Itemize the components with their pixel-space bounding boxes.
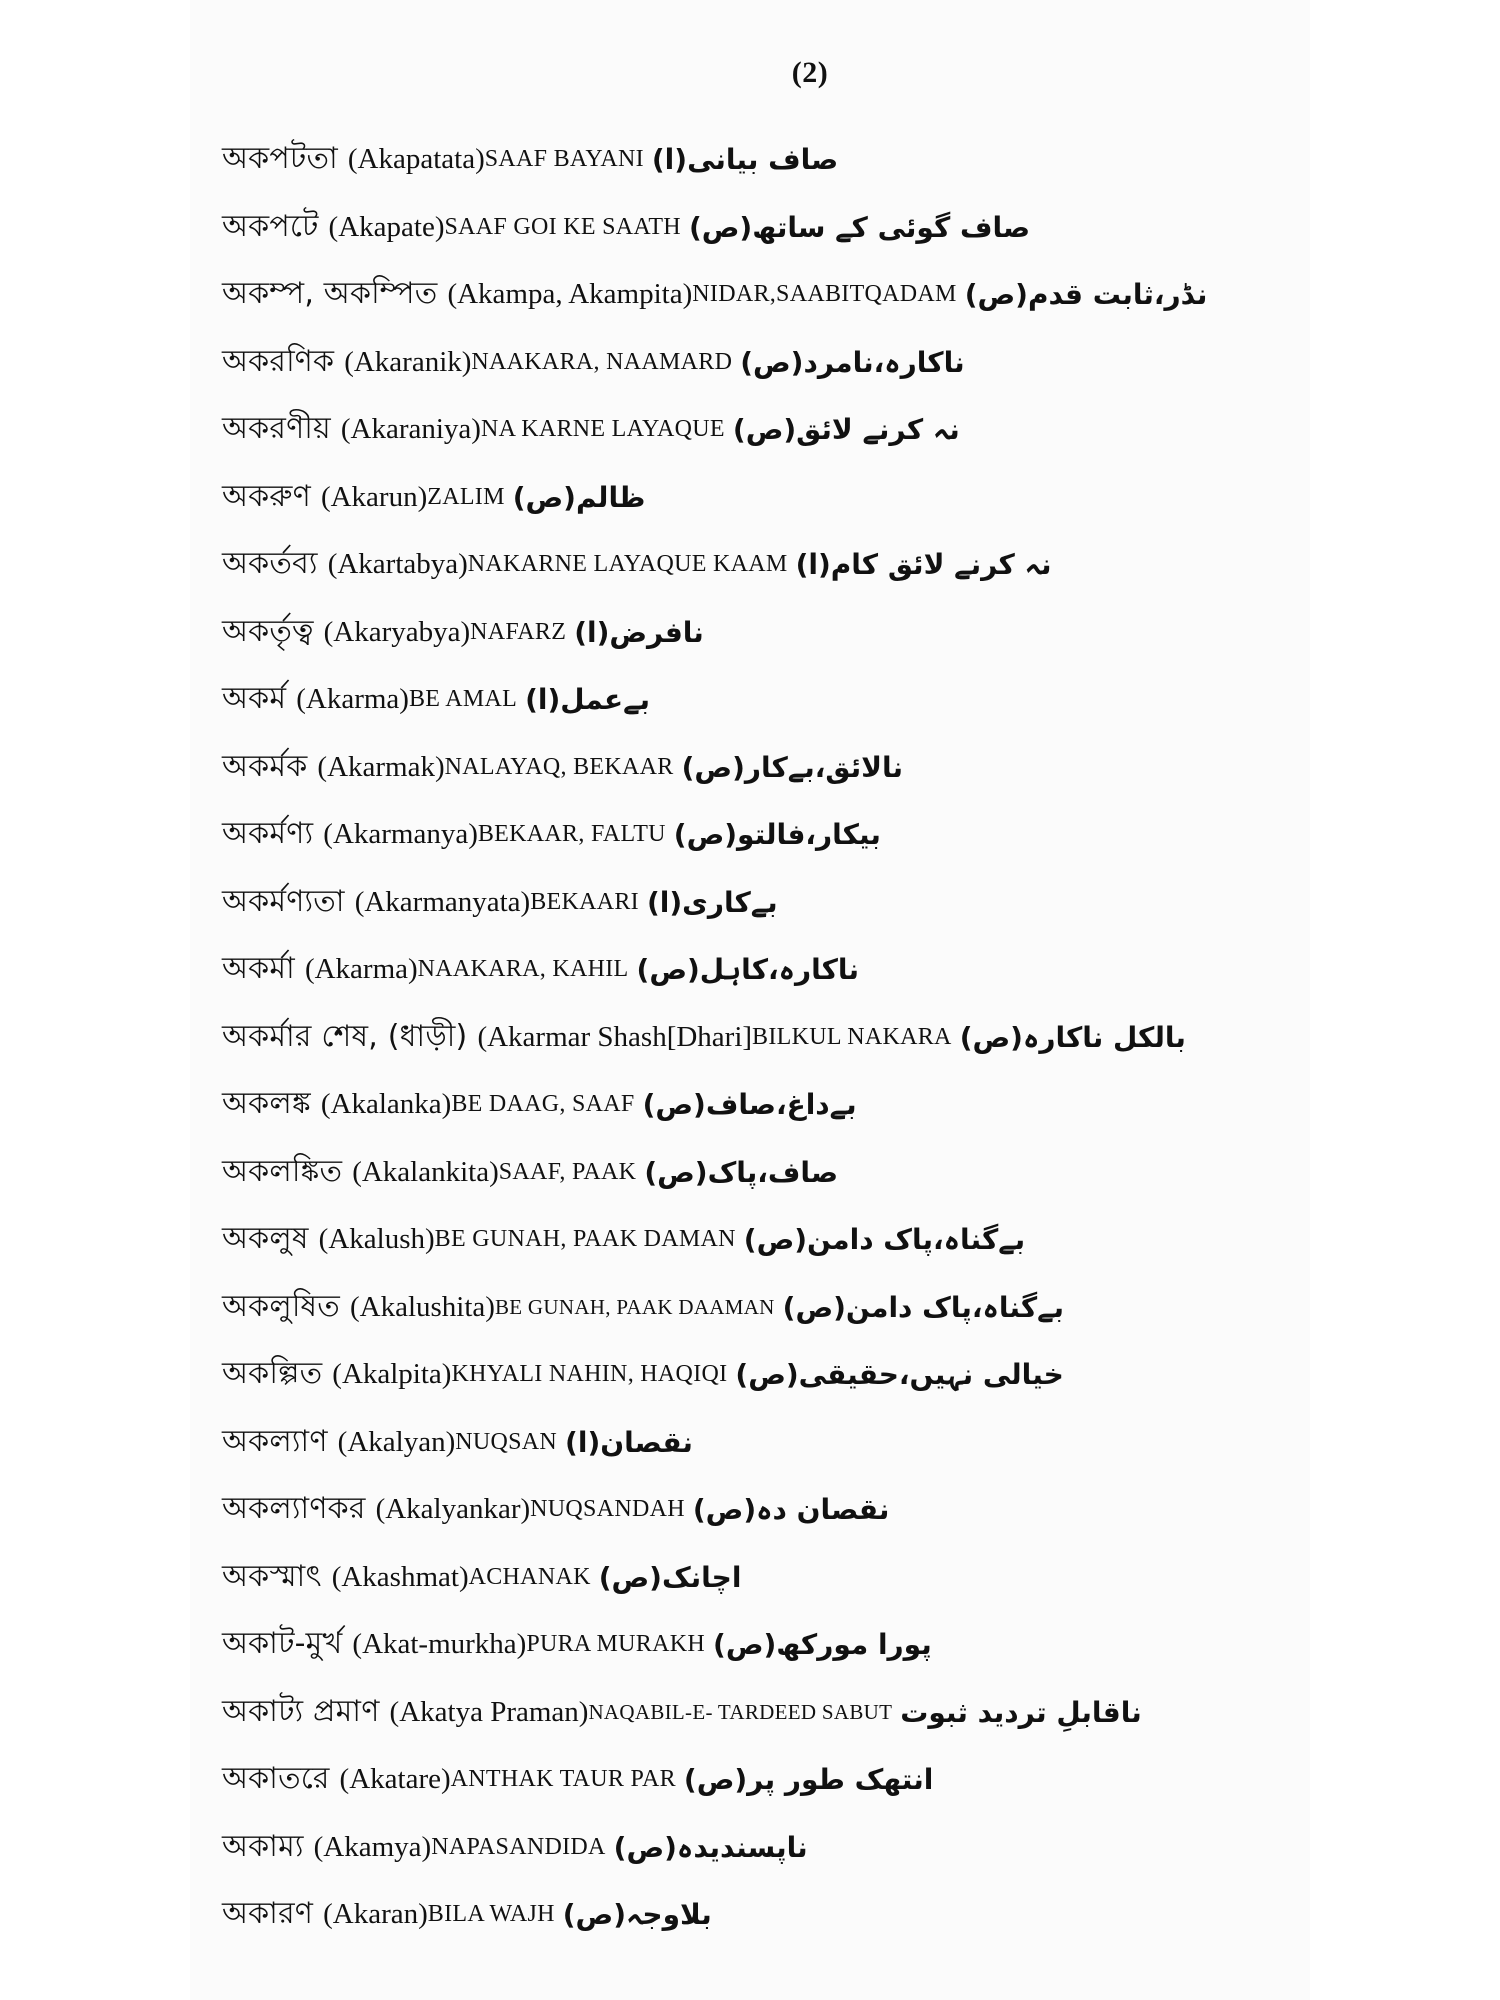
dictionary-entry (222, 936, 1302, 1004)
bengali-headword: অকর্মক (222, 748, 308, 784)
bengali-headword: অকলঙ্কিত (222, 1153, 343, 1189)
english-meaning: NAAKARA, NAAMARD (471, 348, 733, 375)
transliteration: (Akapatata) (347, 143, 485, 176)
urdu-meaning: ناپسندیدہ(ص) (613, 1830, 808, 1864)
bengali-headword: অকর্তৃত্ব (222, 613, 314, 649)
english-meaning: NAAKARA, KAHIL (417, 956, 629, 983)
urdu-meaning: بےداغ،صاف(ص) (642, 1088, 857, 1122)
bengali-headword: অকপটতা (222, 141, 338, 177)
english-meaning: BEKAARI (530, 888, 639, 915)
dictionary-entry (222, 599, 1302, 667)
dictionary-entry (222, 126, 1302, 194)
urdu-meaning: نافرض(ا) (574, 615, 704, 649)
transliteration: (Akatare) (339, 1763, 451, 1796)
dictionary-entry (222, 531, 1302, 599)
english-meaning: BEKAAR, FALTU (477, 821, 666, 848)
dictionary-entry (222, 1071, 1302, 1139)
transliteration: (Akashmat) (331, 1560, 469, 1593)
urdu-meaning: بلاوجہ(ص) (562, 1898, 712, 1932)
dictionary-entry (222, 194, 1302, 262)
bengali-headword: অকরণিক (222, 343, 335, 379)
urdu-meaning: نہ کرنے لائق(ص) (732, 413, 960, 447)
urdu-meaning: صاف بیانی(ا) (651, 143, 839, 177)
dictionary-entry (222, 261, 1302, 329)
dictionary-entry (222, 1544, 1302, 1612)
transliteration: (Akalyan) (337, 1425, 456, 1458)
transliteration: (Akat-murkha) (352, 1628, 527, 1661)
urdu-meaning: نہ کرنے لائق کام(ا) (795, 548, 1052, 582)
entry-list (222, 126, 1302, 1949)
dictionary-entry (222, 801, 1302, 869)
english-meaning: SAAF, PAAK (498, 1158, 637, 1185)
dictionary-entry (222, 396, 1302, 464)
english-meaning: NUQSAN (455, 1428, 558, 1455)
bengali-headword: অকাম্য (222, 1828, 304, 1864)
urdu-meaning: نالائق،بےکار(ص) (681, 750, 903, 784)
bengali-headword: অকরুণ (222, 478, 311, 514)
english-meaning: ACHANAK (468, 1563, 591, 1590)
dictionary-entry (222, 1611, 1302, 1679)
transliteration: (Akalankita) (352, 1155, 499, 1188)
english-meaning: BE DAAG, SAAF (451, 1091, 635, 1118)
urdu-meaning: صاف،پاک(ص) (644, 1155, 839, 1189)
urdu-meaning: نڈر،ثابت قدم(ص) (964, 278, 1208, 312)
bengali-headword: অকর্মণ্যতা (222, 883, 345, 919)
bengali-headword: অকলুষিত (222, 1288, 340, 1324)
dictionary-entry (222, 1881, 1302, 1949)
bengali-headword: অকরণীয় (222, 411, 331, 447)
bengali-headword: অকর্মণ্য (222, 816, 314, 852)
transliteration: (Akartabya) (327, 548, 468, 581)
transliteration: (Akalpita) (332, 1358, 452, 1391)
urdu-meaning: بیکار،فالتو(ص) (673, 818, 881, 852)
urdu-meaning: بےکاری(ا) (646, 885, 778, 919)
urdu-meaning: ناکارہ،کاہل(ص) (636, 953, 859, 987)
english-meaning: NAPASANDIDA (431, 1833, 606, 1860)
bengali-headword: অকর্মা (222, 951, 295, 987)
urdu-meaning: انتھک طور پر(ص) (683, 1763, 934, 1797)
page-number: (2) (791, 56, 829, 89)
bengali-headword: অকলুষ (222, 1221, 309, 1257)
transliteration: (Akatya Praman) (389, 1695, 589, 1728)
dictionary-entry (222, 1476, 1302, 1544)
transliteration: (Akampa, Akampita) (447, 278, 693, 311)
bengali-headword: অকাতরে (222, 1761, 330, 1797)
dictionary-entry (222, 1679, 1302, 1747)
transliteration: (Akalanka) (320, 1088, 452, 1121)
dictionary-entry (222, 1341, 1302, 1409)
transliteration: (Akarma) (296, 683, 409, 716)
bengali-headword: অকর্ম (222, 681, 287, 717)
urdu-meaning: پورا مورکھ(ص) (713, 1628, 932, 1662)
transliteration: (Akaranik) (344, 345, 472, 378)
english-meaning: NA KARNE LAYAQUE (480, 416, 725, 443)
english-meaning: NAKARNE LAYAQUE KAAM (467, 551, 788, 578)
english-meaning: PURA MURAKH (526, 1631, 706, 1658)
transliteration: (Akaran) (323, 1898, 428, 1931)
urdu-meaning: ناقابلِ تردید ثبوت (900, 1695, 1142, 1729)
dictionary-entry (222, 1139, 1302, 1207)
dictionary-entry (222, 869, 1302, 937)
english-meaning: NAQABIL-E- TARDEED SABUT (588, 1699, 893, 1724)
english-meaning: NIDAR,SAABITQADAM (692, 281, 957, 308)
transliteration: (Akaraniya) (340, 413, 481, 446)
urdu-meaning: نقصان دہ(ص) (692, 1493, 890, 1527)
bengali-headword: অকর্তব্য (222, 546, 318, 582)
dictionary-entry (222, 666, 1302, 734)
transliteration: (Akarun) (320, 480, 428, 513)
english-meaning: ANTHAK TAUR PAR (450, 1766, 676, 1793)
english-meaning: BE GUNAH, PAAK DAMAN (434, 1226, 736, 1253)
urdu-meaning: بےگناہ،پاک دامن(ص) (782, 1290, 1065, 1324)
transliteration: (Akarmanya) (323, 818, 478, 851)
bengali-headword: অকল্পিত (222, 1356, 323, 1392)
transliteration: (Akarmak) (317, 750, 445, 783)
bengali-headword: অকল্যাণকর (222, 1491, 366, 1527)
dictionary-entry (222, 1206, 1302, 1274)
english-meaning: BE AMAL (408, 686, 518, 713)
dictionary-entry (222, 1746, 1302, 1814)
english-meaning: BILKUL NAKARA (752, 1023, 952, 1050)
urdu-meaning: نقصان(ا) (565, 1425, 693, 1459)
english-meaning: SAAF GOI KE SAATH (444, 213, 681, 240)
english-meaning: NAFARZ (470, 618, 567, 645)
bengali-headword: অকর্মার শেষ, (ধাড়ী) (222, 1018, 468, 1054)
dictionary-entry (222, 1409, 1302, 1477)
bengali-headword: অকল্যাণ (222, 1423, 328, 1459)
transliteration: (Akalushita) (349, 1290, 495, 1323)
transliteration: (Akamya) (313, 1830, 432, 1863)
bengali-headword: অকম্প, অকম্পিত (222, 276, 438, 312)
dictionary-entry (222, 329, 1302, 397)
dictionary-entry (222, 1004, 1302, 1072)
bengali-headword: অকপটে (222, 208, 319, 244)
transliteration: (Akapate) (328, 210, 445, 243)
transliteration: (Akarmanyata) (354, 885, 531, 918)
urdu-meaning: ناکارہ،نامرد(ص) (740, 345, 965, 379)
dictionary-entry (222, 1814, 1302, 1882)
urdu-meaning: اچانک(ص) (598, 1560, 742, 1594)
english-meaning: KHYALI NAHIN, HAQIQI (451, 1361, 728, 1388)
dictionary-entry (222, 464, 1302, 532)
urdu-meaning: ظالم(ص) (512, 480, 646, 514)
english-meaning: NUQSANDAH (530, 1496, 685, 1523)
urdu-meaning: بےعمل(ا) (525, 683, 651, 717)
english-meaning: BILA WAJH (427, 1901, 555, 1928)
english-meaning: ZALIM (427, 483, 505, 510)
dictionary-entry (222, 1274, 1302, 1342)
english-meaning: NALAYAQ, BEKAAR (444, 753, 674, 780)
urdu-meaning: صاف گوئی کے ساتھ(ص) (688, 210, 1031, 244)
english-meaning: BE GUNAH, PAAK DAAMAN (494, 1294, 775, 1319)
urdu-meaning: خیالی نہیں،حقیقی(ص) (735, 1358, 1064, 1392)
urdu-meaning: بالکل ناکارہ(ص) (959, 1020, 1186, 1054)
transliteration: (Akaryabya) (323, 615, 471, 648)
transliteration: (Akarma) (304, 953, 418, 986)
transliteration: (Akarmar Shash[Dhari] (477, 1020, 753, 1053)
english-meaning: SAAF BAYANI (484, 146, 644, 173)
transliteration: (Akalyankar) (375, 1493, 531, 1526)
dictionary-entry (222, 734, 1302, 802)
bengali-headword: অকাট-মুর্খ (222, 1626, 343, 1662)
bengali-headword: অকাট্য প্রমাণ (222, 1693, 380, 1729)
bengali-headword: অকারণ (222, 1896, 314, 1932)
bengali-headword: অকলঙ্ক (222, 1086, 311, 1122)
transliteration: (Akalush) (318, 1223, 435, 1256)
bengali-headword: অকস্মাৎ (222, 1558, 322, 1594)
urdu-meaning: بےگناہ،پاک دامن(ص) (743, 1223, 1026, 1257)
